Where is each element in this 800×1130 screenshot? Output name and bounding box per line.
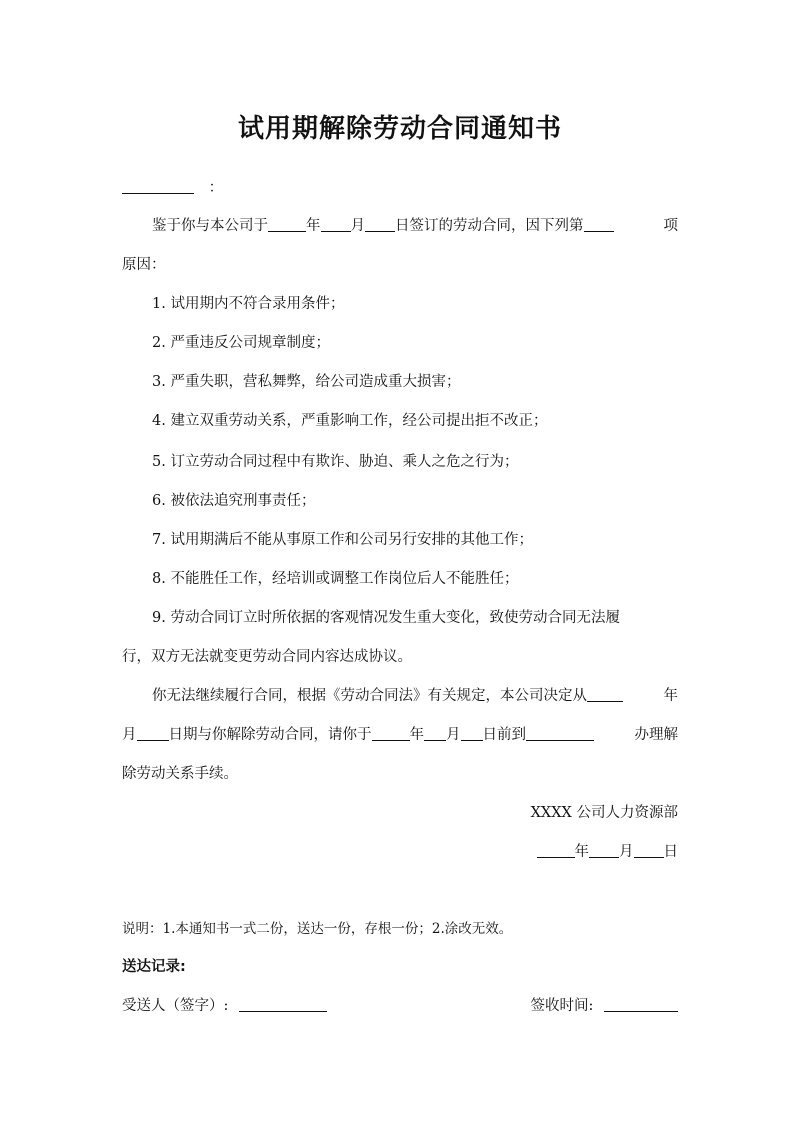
report-month-blank[interactable] (424, 726, 446, 741)
para2-line2-text: 月 日期与你解除劳动合同，请你于 年 月 日前到 (122, 723, 594, 744)
report-day-blank[interactable] (461, 726, 483, 741)
sign-month-blank[interactable] (321, 217, 351, 232)
para2-line1: 你无法继续履行合同，根据《劳动合同法》有关规定，本公司决定从 年 (152, 684, 678, 705)
termination-day-blank[interactable] (137, 726, 169, 741)
recipient-signature-line: 受送人（签字）: (122, 994, 327, 1015)
delivery-heading: 送达记录: (122, 959, 186, 975)
para1-item: 项 (663, 218, 678, 234)
para2-line3: 除劳动关系手续。 (122, 766, 238, 782)
reason-item: 8. 不能胜任工作，经培训或调整工作岗位后人不能胜任； (152, 571, 519, 587)
recipient-name-blank[interactable] (122, 179, 194, 194)
para1-line2: 原因： (122, 257, 166, 273)
receipt-time-blank[interactable] (604, 997, 678, 1012)
para2-line2: 月 日期与你解除劳动合同，请你于 年 月 日前到 办理解 (122, 723, 678, 744)
document-title: 试用期解除劳动合同通知书 (237, 114, 562, 144)
report-location-blank[interactable] (526, 726, 594, 741)
issue-year-blank[interactable] (537, 843, 575, 858)
reason-item: 5. 订立劳动合同过程中有欺诈、胁迫、乘人之危之行为； (152, 454, 519, 470)
reason-item: 4. 建立双重劳动关系，严重影响工作，经公司提出拒不改正； (152, 413, 548, 429)
reason-item: 9. 劳动合同订立时所依据的客观情况发生重大变化，致使劳动合同无法履 (152, 610, 620, 626)
note-text: 说明：1.本通知书一式二份，送达一份，存根一份；2.涂改无效。 (122, 921, 513, 937)
salutation-colon: ： (208, 180, 224, 196)
receipt-time-line: 签收时间: (531, 994, 679, 1015)
issue-month-blank[interactable] (589, 843, 619, 858)
sign-day-blank[interactable] (365, 217, 395, 232)
issuer-signature: XXXX 公司人力资源部 (530, 805, 678, 821)
report-year-blank[interactable] (372, 726, 410, 741)
reason-item-continuation: 行，双方无法就变更劳动合同内容达成协议。 (122, 649, 412, 665)
para1-line1 (152, 214, 678, 235)
reason-item: 7. 试用期满后不能从事原工作和公司另行安排的其他工作； (152, 532, 533, 548)
recipient-signature-blank[interactable] (239, 997, 327, 1012)
reason-item: 1. 试用期内不符合录用条件； (152, 296, 345, 312)
reason-item: 6. 被依法追究刑事责任； (152, 493, 316, 509)
issue-date: 年 月 日 (537, 840, 679, 861)
salutation-line (122, 176, 223, 197)
reason-item: 2. 严重违反公司规章制度； (152, 335, 330, 351)
sign-year-blank[interactable] (268, 217, 306, 232)
reason-number-blank[interactable] (584, 217, 614, 232)
para1-text: 鉴于你与本公司于 年 月 日签订的劳动合同，因下列第 (152, 214, 614, 235)
para2-text: 你无法继续履行合同，根据《劳动合同法》有关规定，本公司决定从 (152, 684, 623, 705)
reason-item: 3. 严重失职，营私舞弊，给公司造成重大损害； (152, 374, 461, 390)
termination-year-blank[interactable] (587, 687, 623, 702)
issue-day-blank[interactable] (634, 843, 664, 858)
